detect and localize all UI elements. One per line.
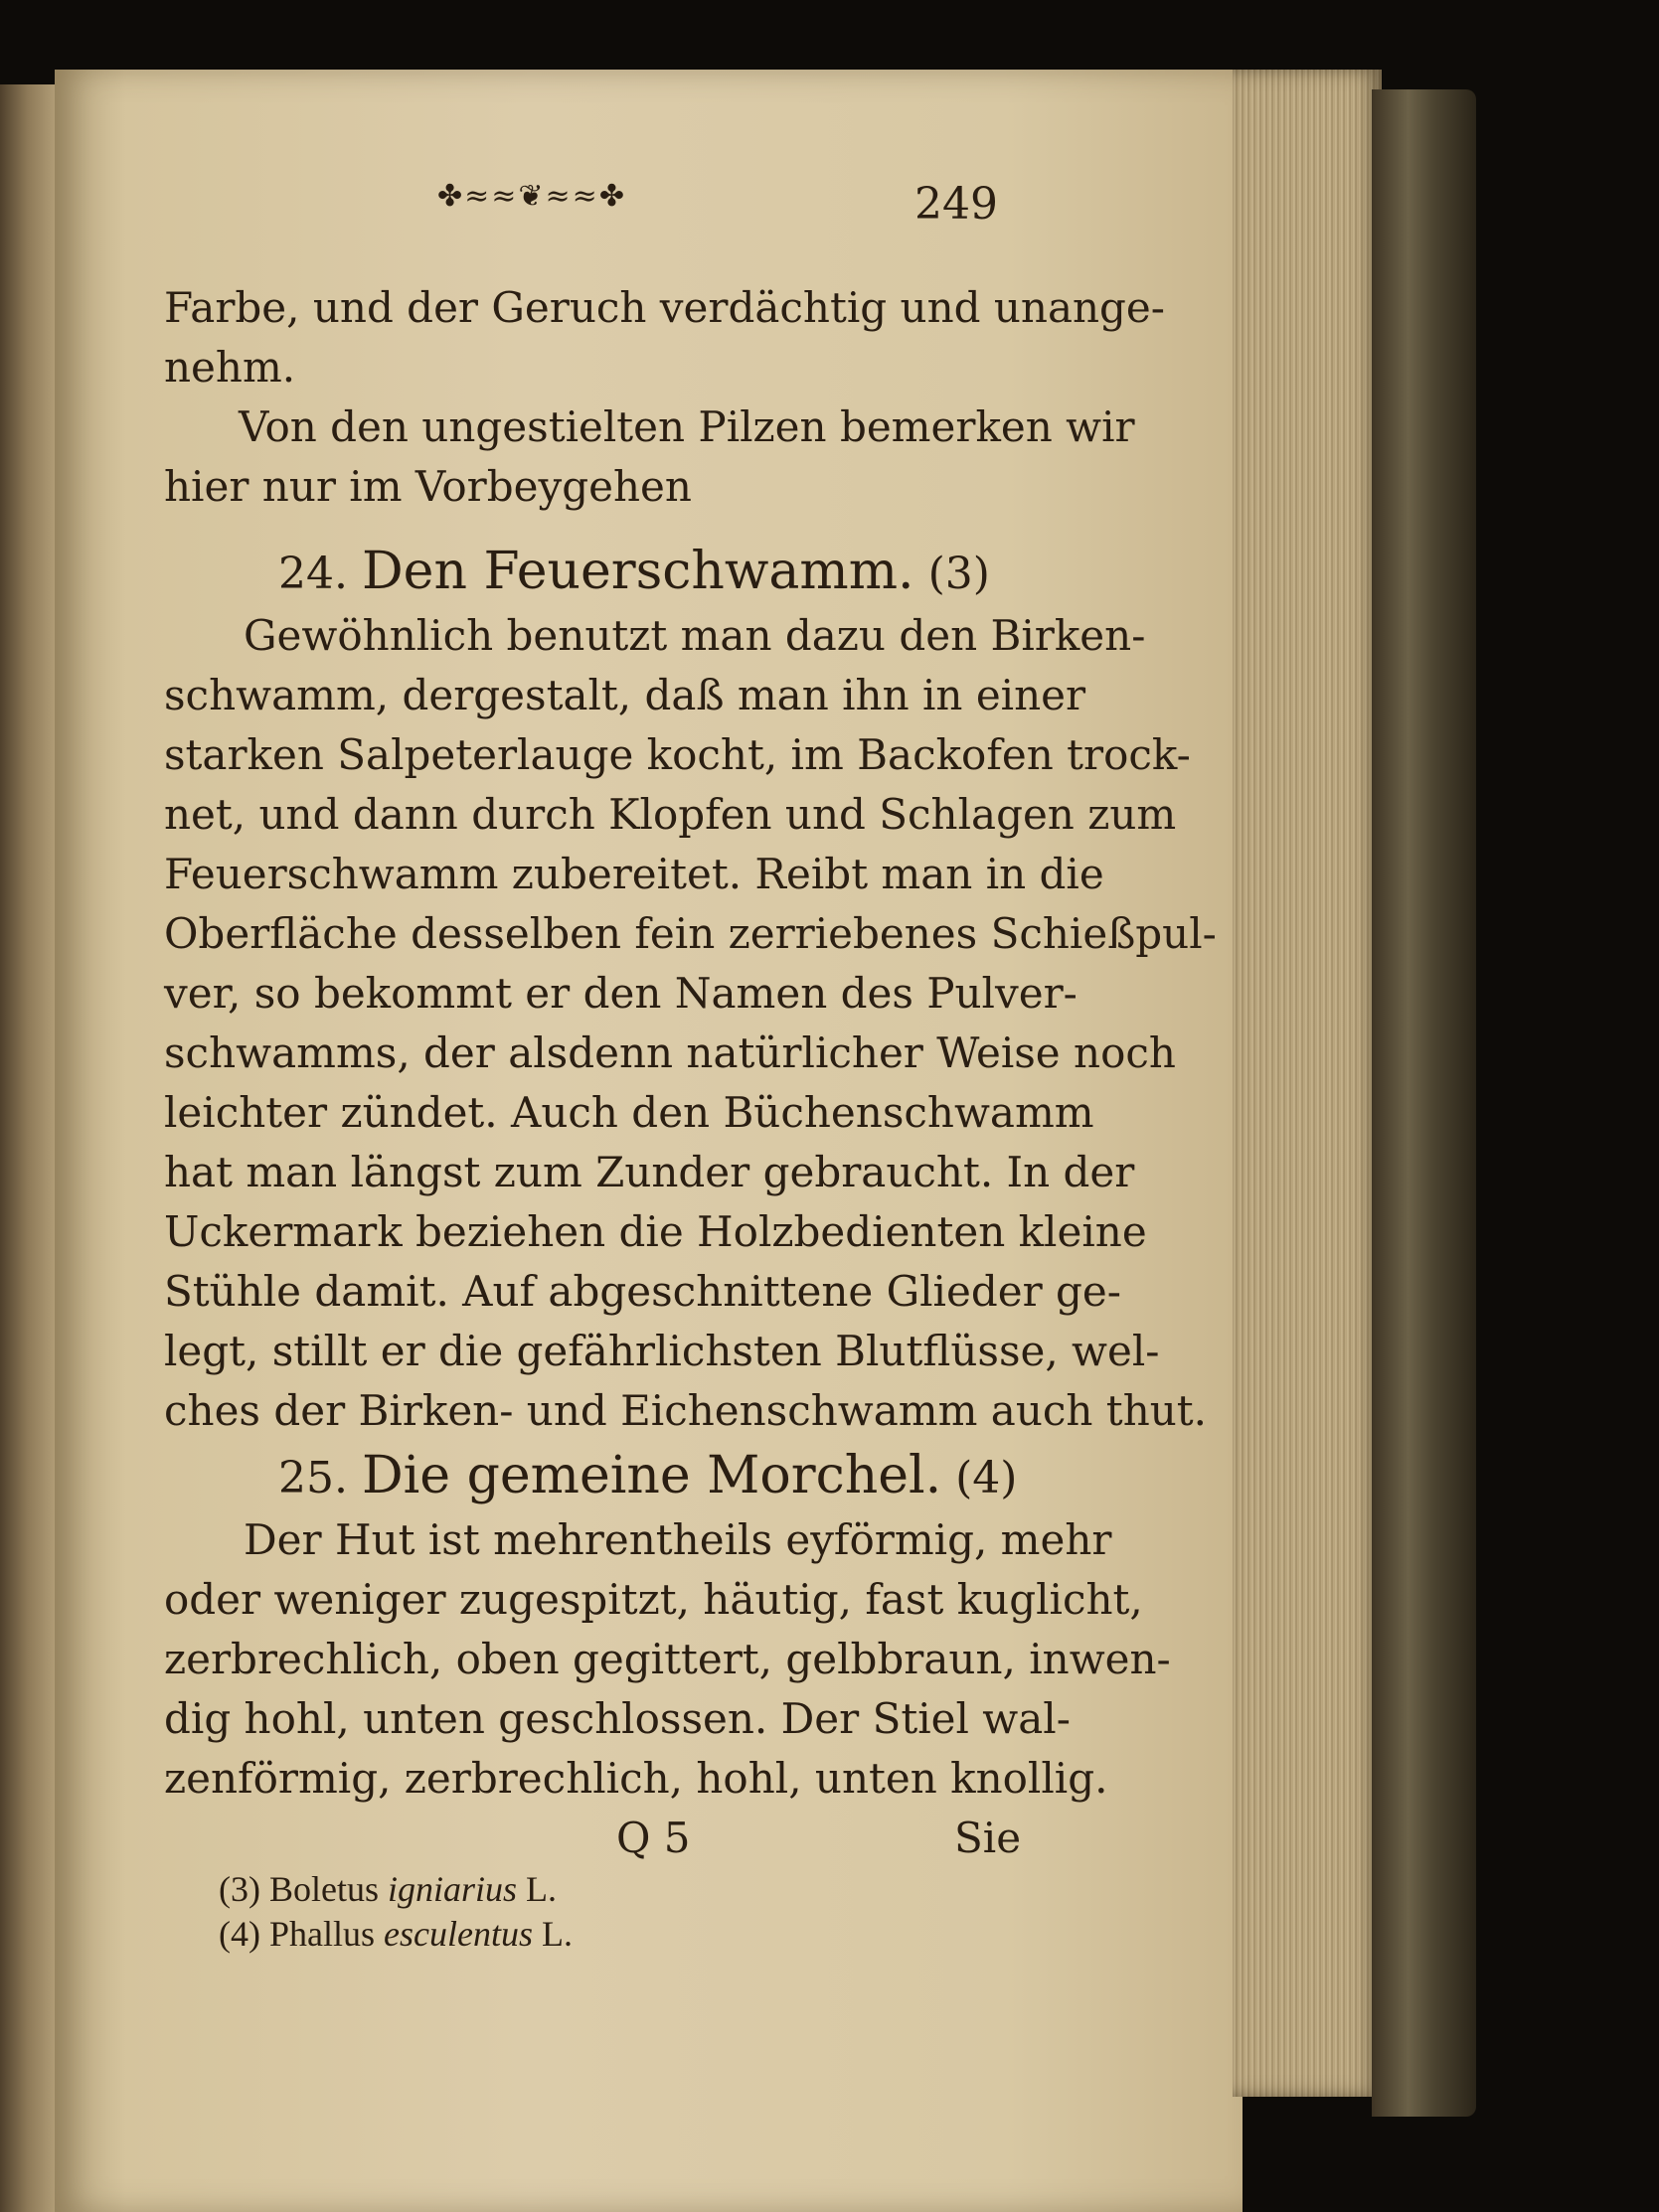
page-block-edges [1233, 70, 1382, 2097]
section-title: Die gemeine Morchel. [361, 1446, 942, 1505]
section-number: 24. [278, 549, 348, 599]
text-line: ver, so bekommt er den Namen des Pulver- [164, 969, 1078, 1018]
section-number: 25. [278, 1453, 348, 1503]
text-line: oder weniger zugespitzt, häutig, fast kuglicht, [164, 1575, 1143, 1624]
text-line: leichter zündet. Auch den Büchenschwamm [164, 1088, 1094, 1137]
text-line: schwamms, der alsdenn natürlicher Weise noch [164, 1028, 1176, 1077]
text-line: Von den ungestielten Pilzen bemerken wir [239, 402, 1135, 451]
page-number: 249 [914, 179, 998, 230]
section-heading-24 [278, 542, 990, 601]
footnote-species: igniarius [388, 1869, 518, 1909]
footnote-species: esculentus [384, 1914, 533, 1954]
footnote-3 [219, 1868, 557, 1910]
text-line: hat man längst zum Zunder gebraucht. In der [164, 1148, 1135, 1196]
text-line: schwamm, dergestalt, daß man ihn in einer [164, 671, 1086, 719]
signature-mark: Q 5 [616, 1814, 691, 1862]
text-line: Feuerschwamm zubereitet. Reibt man in die [164, 850, 1104, 898]
text-line: legt, stillt er die gefährlichsten Blutflüsse, wel- [164, 1327, 1160, 1375]
text-line: starken Salpeterlauge kocht, im Backofen trock- [164, 730, 1191, 779]
footnote-genus: Phallus [268, 1914, 375, 1954]
footnote-ref: (3) [927, 549, 990, 599]
text-line: hier nur im Vorbeygehen [164, 462, 692, 511]
footnote-4 [219, 1913, 573, 1955]
text-line: Der Hut ist mehrentheils eyförmig, mehr [244, 1515, 1112, 1564]
previous-page-edge [0, 84, 62, 2212]
section-title: Den Feuerschwamm. [361, 542, 914, 601]
text-line: zenförmig, zerbrechlich, hohl, unten knollig. [164, 1754, 1108, 1803]
text-line: nehm. [164, 343, 296, 392]
footnote-author: L. [541, 1914, 573, 1954]
header-ornament: ✤≈≈❦≈≈✤ [437, 179, 626, 214]
footnote-author: L. [526, 1869, 558, 1909]
text-line: Oberfläche desselben fein zerriebenes Schießpul- [164, 909, 1217, 958]
catchword: Sie [954, 1814, 1022, 1862]
footnote-marker: (4) [219, 1914, 260, 1954]
book-cover [1372, 89, 1476, 2117]
text-line: dig hohl, unten geschlossen. Der Stiel wal- [164, 1694, 1071, 1743]
footnote-marker: (3) [219, 1869, 260, 1909]
section-heading-25 [278, 1446, 1017, 1505]
text-line: net, und dann durch Klopfen und Schlagen zum [164, 790, 1177, 839]
text-line: Uckermark beziehen die Holzbedienten kleine [164, 1207, 1147, 1256]
footnote-ref: (4) [955, 1453, 1018, 1503]
text-line: ches der Birken- und Eichenschwamm auch thut. [164, 1386, 1208, 1435]
text-line: Farbe, und der Geruch verdächtig und unange- [164, 283, 1165, 332]
text-line: Gewöhnlich benutzt man dazu den Birken- [244, 611, 1146, 660]
footnote-genus: Boletus [268, 1869, 379, 1909]
text-line: zerbrechlich, oben gegittert, gelbbraun, inwen- [164, 1635, 1171, 1683]
text-line: Stühle damit. Auf abgeschnittene Glieder ge- [164, 1267, 1121, 1316]
